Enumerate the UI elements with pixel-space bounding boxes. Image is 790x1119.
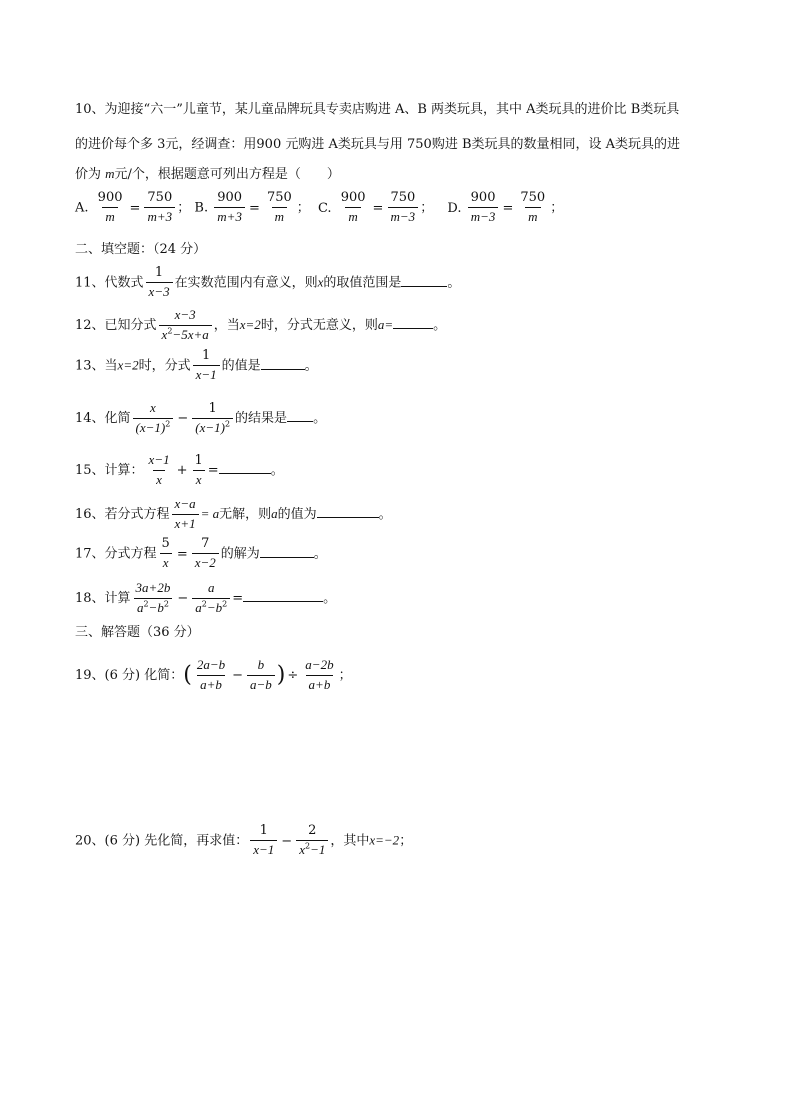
q10-line3: 价为 m元/个，根据题意可列出方程是（ ） xyxy=(75,166,340,182)
option-c-label: C. xyxy=(317,200,332,216)
answer-blank xyxy=(401,273,447,287)
q17: 17、分式方程 $\frac{5}{x}$ = $\frac{7}{x-2}$ 的解为 。 xyxy=(75,536,327,570)
fraction: $\frac{7}{x-2}$ xyxy=(192,536,219,572)
fraction: $\frac{1}{x}$ xyxy=(194,452,203,487)
option-a-label: A. xyxy=(75,200,89,216)
fraction: $\frac{750}{m}$ xyxy=(266,190,292,224)
q16: 16、若分式方程 $\frac{x-a}{x+1}$ = a无解，则a的值为 。 xyxy=(75,496,392,531)
fraction: $\frac{900}{m}$ xyxy=(340,190,366,224)
answer-blank xyxy=(261,356,305,370)
option-b-label: B. xyxy=(194,200,209,216)
fraction: $\frac{b}{a-b}$ xyxy=(247,657,275,694)
fraction: $\frac{x-1}{x}$ xyxy=(148,452,170,487)
q10-line1: 10、为迎接“六一”儿童节，某儿童品牌玩具专卖店购进 A、B 两类玩具，其中 A类玩具的进价比 B类玩具 xyxy=(75,102,680,117)
fraction: $\frac{750}{m+3}$ xyxy=(144,190,175,226)
q20: 20、(6 分) 先化简，再求值： $\frac{1}{x-1}$ − $\frac{2}{x^2-1}$ ，其中x=−2； xyxy=(75,823,413,857)
q11: 11、代数式 $\frac{1}{x-3}$ 在实数范围内有意义，则x的取值范围是 。 xyxy=(75,265,461,299)
fraction: $\frac{5}{x}$ xyxy=(161,536,170,570)
fraction: $\frac{900}{m+3}$ xyxy=(214,190,245,226)
fraction: $\frac{x-a}{x+1}$ xyxy=(172,496,199,533)
q10-line2: 的进价每个多 3元，经调查：用900 元购进 A类玩具与用 750购进 B类玩具的数量相同，设 A类玩具的进 xyxy=(75,137,681,152)
q18: 18、计算 $\frac{3a+2b}{a^2-b^2}$ − $\frac{a}{a^2-b^2}$ = 。 xyxy=(75,580,337,615)
option-d-label: D. xyxy=(447,200,462,216)
answer-blank xyxy=(393,315,433,329)
fraction: $\frac{900}{m}$ xyxy=(97,190,123,224)
fraction: $\frac{3a+2b}{a^2-b^2}$ xyxy=(135,580,171,615)
answer-blank xyxy=(219,460,271,474)
section-heading-answer: 三、解答题（36 分） xyxy=(75,625,200,640)
fraction: $\frac{1}{x-1}$ xyxy=(250,823,277,859)
answer-blank xyxy=(287,408,313,422)
q14: 14、化简 $\frac{x}{(x-1)^2}$ − $\frac{1}{(x-1)^2}$ 的结果是 。 xyxy=(75,400,327,435)
answer-blank xyxy=(243,588,323,602)
fraction: $\frac{900}{m-3}$ xyxy=(468,190,499,226)
q15: 15、计算： $\frac{x-1}{x}$ + $\frac{1}{x}$ = 。 xyxy=(75,452,284,487)
fraction: $\frac{x}{(x-1)^2}$ xyxy=(133,400,174,437)
fraction: $\frac{x-3}{x^2-5x+a}$ xyxy=(159,307,212,344)
fraction: $\frac{2a-b}{a+b}$ xyxy=(196,657,226,692)
answer-blank xyxy=(260,544,314,558)
q10-options: A. $\frac{900}{m}$ = $\frac{750}{m+3}$ ； B. $\frac{900}{m+3}$ = $\frac{750}{m}$ ； C. $\frac{900}{m}$ = $\frac{750}{m-3}$ ； D. $\frac{900}{m-3}$ = $\frac{750}{m}$ ； xyxy=(75,190,564,224)
fraction: $\frac{a-2b}{a+b}$ xyxy=(305,657,334,692)
section-heading-fill-in: 二、填空题：（24 分） xyxy=(75,242,207,257)
fraction: $\frac{a}{a^2-b^2}$ xyxy=(192,580,230,617)
q13: 13、当x=2时，分式 $\frac{1}{x-1}$ 的值是 。 xyxy=(75,348,318,382)
q19: 19、(6 分) 化简：( $\frac{2a-b}{a+b}$ − $\frac{b}{a-b}$ ) ÷ $\frac{a-2b}{a+b}$ ； xyxy=(75,657,352,692)
answer-blank xyxy=(317,504,379,518)
fraction: $\frac{1}{x-3}$ xyxy=(146,265,173,301)
fraction: $\frac{750}{m-3}$ xyxy=(387,190,418,226)
fraction: $\frac{750}{m}$ xyxy=(520,190,546,224)
fraction: $\frac{1}{x-1}$ xyxy=(193,348,220,384)
fraction: $\frac{1}{(x-1)^2}$ xyxy=(192,401,233,437)
q12: 12、已知分式 $\frac{x-3}{x^2-5x+a}$ ，当x=2时，分式无意义，则a= 。 xyxy=(75,307,447,342)
fraction: $\frac{2}{x^2-1}$ xyxy=(296,823,328,859)
